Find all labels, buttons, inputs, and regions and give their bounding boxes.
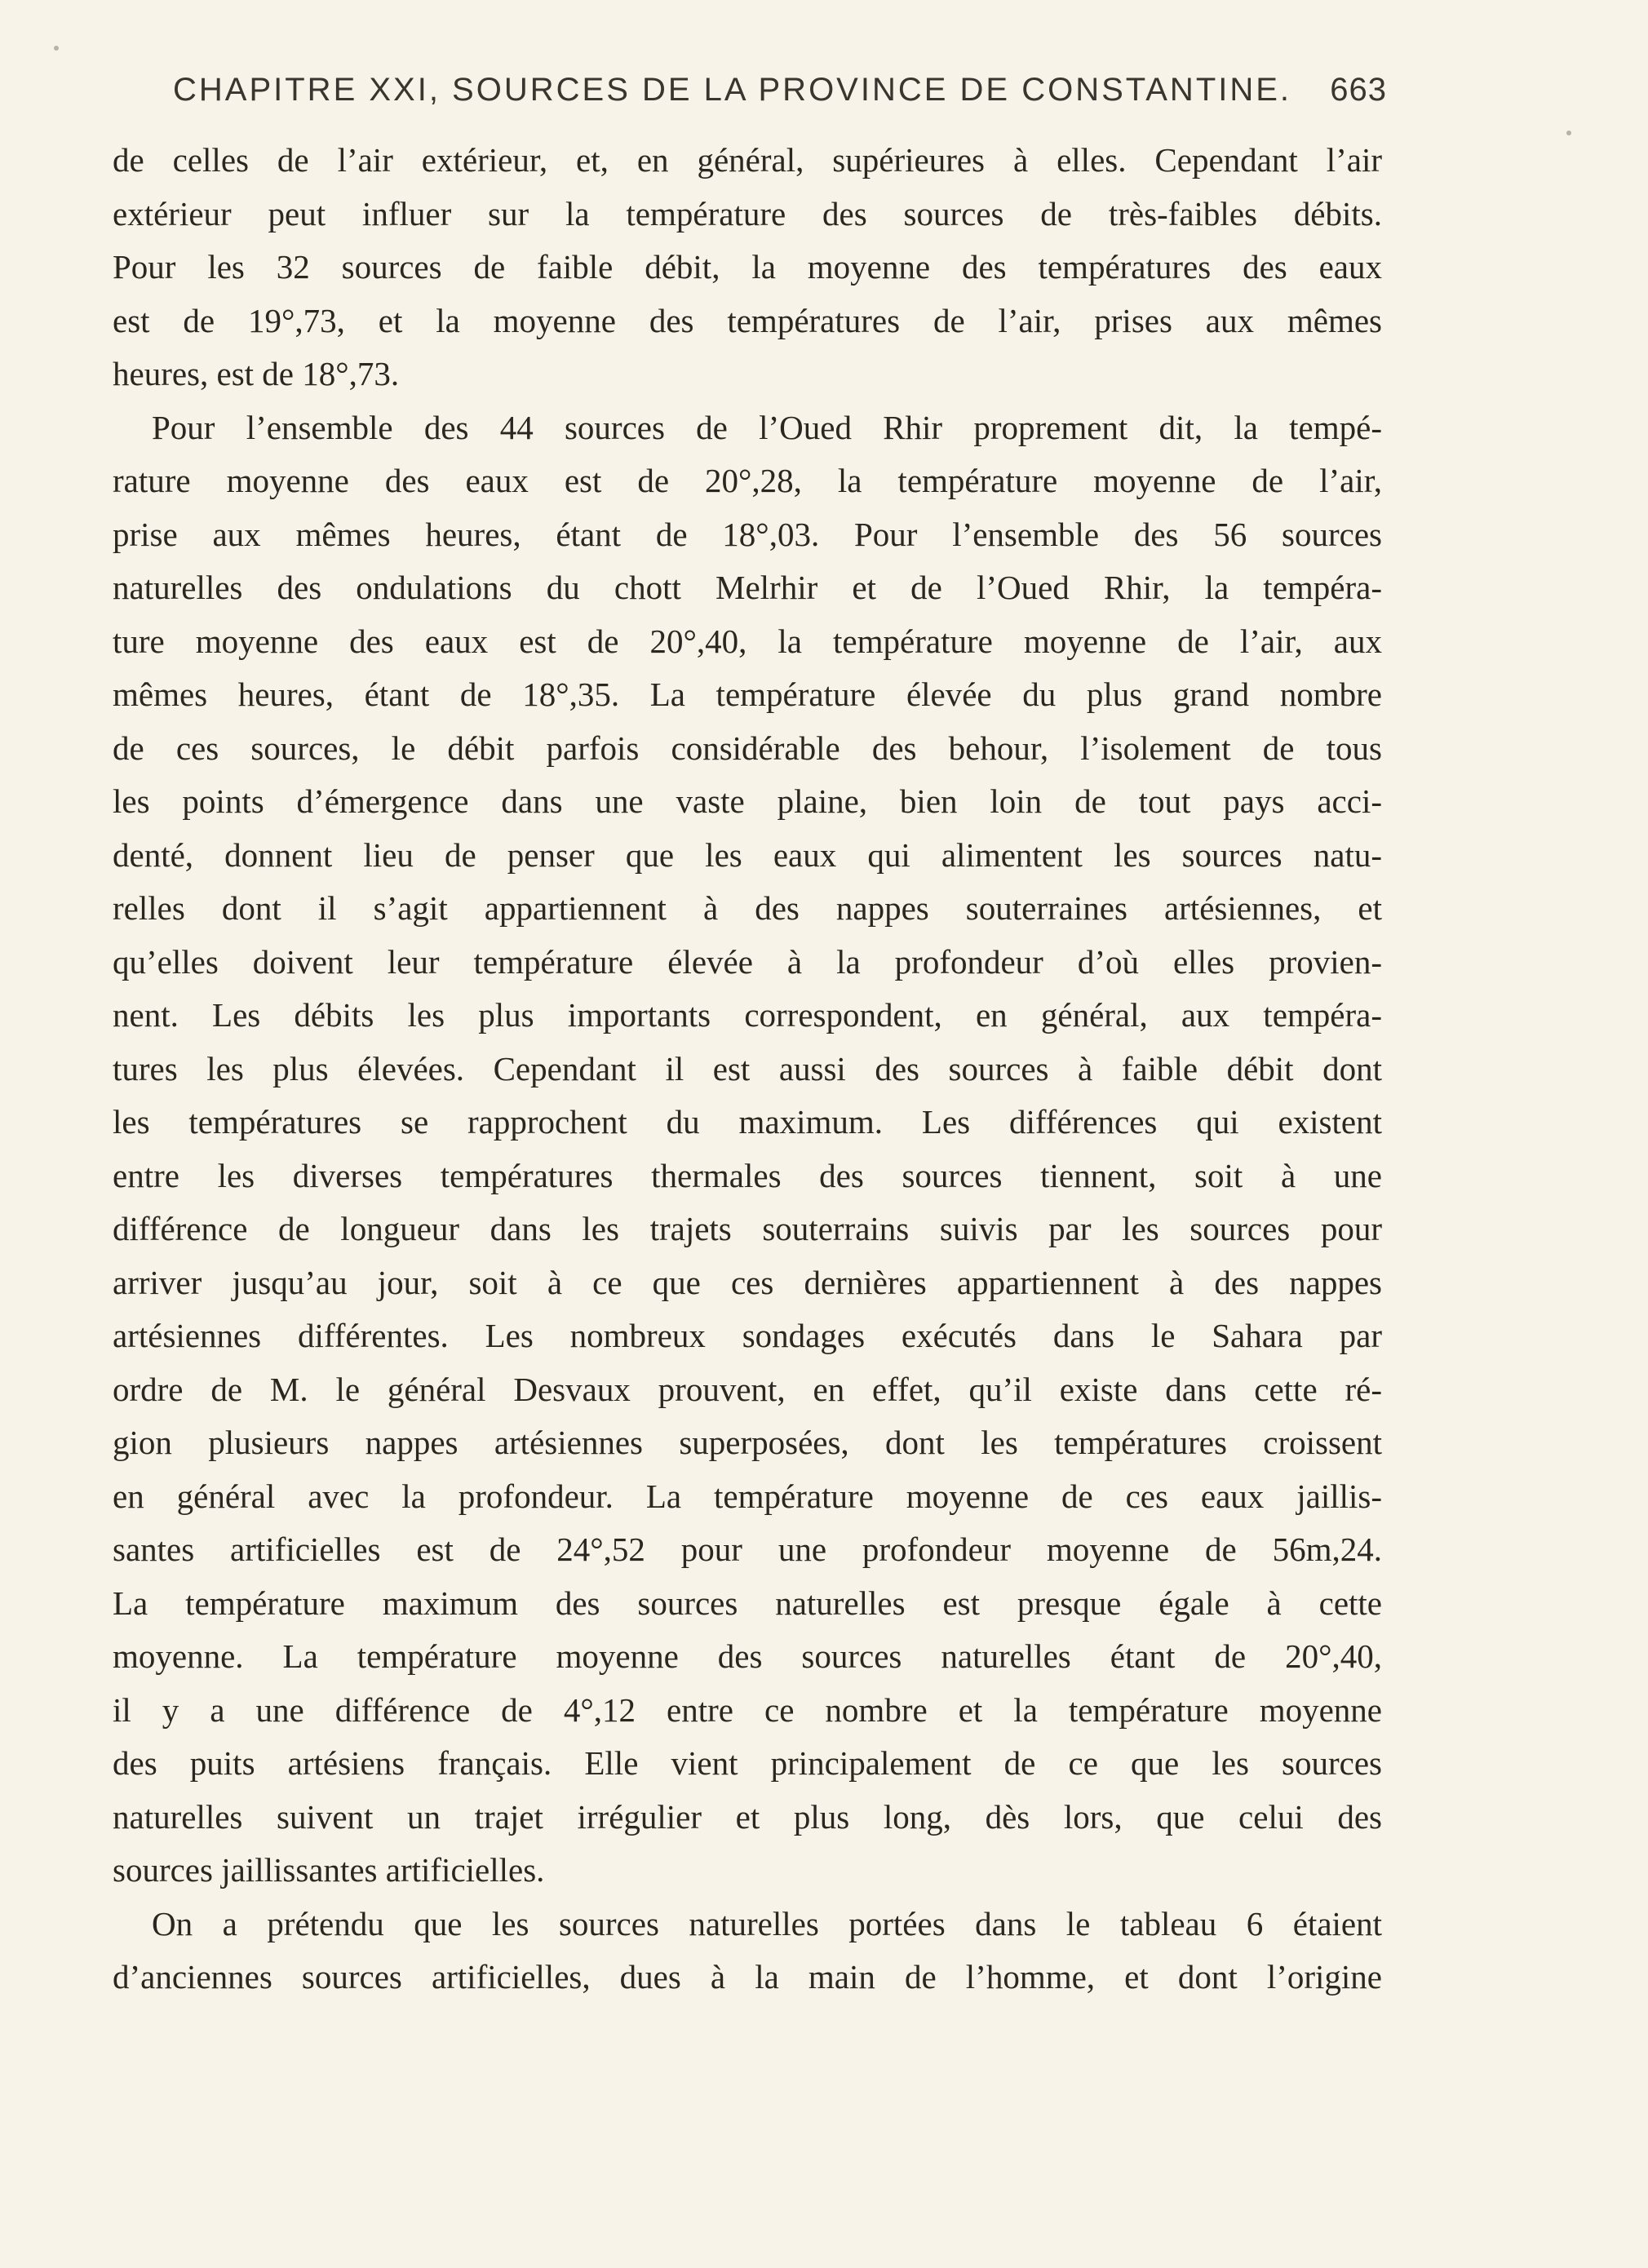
text-line: prise aux mêmes heures, étant de 18°,03. Pour l’ensemble des 56 sources <box>113 515 1382 553</box>
text-line: qu’elles doivent leur température élevée à la profondeur d’où elles provien- <box>113 942 1382 981</box>
text-line: rature moyenne des eaux est de 20°,28, la température moyenne de l’air, <box>113 462 1382 499</box>
page-number: 663 <box>1330 72 1387 108</box>
running-title: CHAPITRE XXI, SOURCES DE LA PROVINCE DE CONSTANTINE. <box>173 72 1292 108</box>
text-line: est de 19°,73, et la moyenne des températures de l’air, prises aux mêmes <box>113 301 1382 339</box>
text-line: La température maximum des sources naturelles est presque égale à cette <box>113 1584 1382 1622</box>
text-line: en général avec la profondeur. La température moyenne de ces eaux jaillis- <box>113 1477 1382 1515</box>
text-line: denté, donnent lieu de penser que les eaux qui alimentent les sources natu- <box>113 835 1382 874</box>
text-line: moyenne. La température moyenne des sources naturelles étant de 20°,40, <box>113 1637 1382 1675</box>
margin-speck <box>54 46 59 51</box>
text-line: des puits artésiens français. Elle vient principalement de ce que les sources <box>113 1744 1382 1782</box>
text-line: naturelles des ondulations du chott Melrhir et de l’Oued Rhir, la tempéra- <box>113 569 1382 606</box>
text-line: Pour les 32 sources de faible débit, la moyenne des températures des eaux <box>113 248 1382 286</box>
text-line: extérieur peut influer sur la température des sources de très-faibles débits. <box>113 194 1382 233</box>
text-line: Pour l’ensemble des 44 sources de l’Oued Rhir proprement dit, la tempé- <box>152 408 1382 446</box>
text-line: santes artificielles est de 24°,52 pour une profondeur moyenne de 56m,24. <box>113 1530 1382 1568</box>
text-line: entre les diverses températures thermales des sources tiennent, soit à une <box>113 1156 1382 1194</box>
text-line: les points d’émergence dans une vaste plaine, bien loin de tout pays acci- <box>113 782 1382 820</box>
text-line: d’anciennes sources artificielles, dues à la main de l’homme, et dont l’origine <box>113 1958 1382 1996</box>
text-line: de ces sources, le débit parfois considérable des behour, l’isolement de tous <box>113 729 1382 767</box>
text-line: relles dont il s’agit appartiennent à des nappes souterraines artésiennes, et <box>113 889 1382 927</box>
text-line: il y a une différence de 4°,12 entre ce nombre et la température moyenne <box>113 1690 1382 1729</box>
text-line: gion plusieurs nappes artésiennes superposées, dont les températures croissent <box>113 1424 1382 1461</box>
text-line: ordre de M. le général Desvaux prouvent, en effet, qu’il existe dans cette ré- <box>113 1370 1382 1408</box>
text-line: nent. Les débits les plus importants correspondent, en général, aux tempéra- <box>113 996 1382 1034</box>
text-line: artésiennes différentes. Les nombreux sondages exécutés dans le Sahara par <box>113 1317 1382 1354</box>
text-line: mêmes heures, étant de 18°,35. La température élevée du plus grand nombre <box>113 676 1382 713</box>
text-line: ture moyenne des eaux est de 20°,40, la température moyenne de l’air, aux <box>113 622 1382 660</box>
running-head <box>173 72 1387 121</box>
text-line: heures, est de 18°,73. <box>113 355 400 392</box>
body-text <box>113 134 1382 2004</box>
text-line: On a prétendu que les sources naturelles portées dans le tableau 6 étaient <box>152 1904 1382 1942</box>
text-line: de celles de l’air extérieur, et, en général, supérieures à elles. Cependant l’air <box>113 141 1382 179</box>
text-line: tures les plus élevées. Cependant il est aussi des sources à faible débit dont <box>113 1049 1382 1087</box>
text-line: différence de longueur dans les trajets souterrains suivis par les sources pour <box>113 1210 1382 1247</box>
text-line: les températures se rapprochent du maximum. Les différences qui existent <box>113 1103 1382 1141</box>
text-line: sources jaillissantes artificielles. <box>113 1851 545 1889</box>
text-line: naturelles suivent un trajet irrégulier et plus long, dès lors, que celui des <box>113 1797 1382 1836</box>
margin-speck <box>1566 131 1571 135</box>
text-line: arriver jusqu’au jour, soit à ce que ces dernières appartiennent à des nappes <box>113 1263 1382 1301</box>
